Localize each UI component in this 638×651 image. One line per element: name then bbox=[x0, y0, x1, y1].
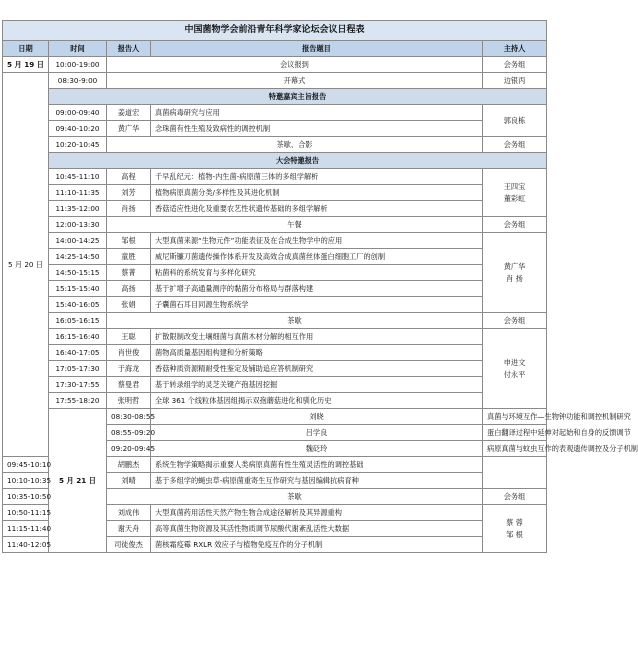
table-row bbox=[3, 345, 547, 361]
time-cell: 15:15-15:40 bbox=[49, 281, 107, 297]
topic-cell: 子囊菌石耳目同源生物系统学 bbox=[151, 297, 483, 313]
speaker-cell: 胡鹏杰 bbox=[107, 457, 151, 473]
host-cell: 会务组 bbox=[483, 313, 547, 329]
time-cell: 09:00-09:40 bbox=[49, 105, 107, 121]
time-cell: 14:00-14:25 bbox=[49, 233, 107, 249]
host-name: 董彩虹 bbox=[503, 193, 526, 203]
table-row bbox=[3, 57, 547, 73]
speaker-cell: 刘芳 bbox=[107, 185, 151, 201]
header-topic: 报告题目 bbox=[151, 41, 483, 57]
speaker-cell: 童胜 bbox=[107, 249, 151, 265]
topic-cell: 高等真菌生物资源及其活性物质调节尿酸代谢紊乱活性大数据 bbox=[151, 521, 483, 537]
host-name: 申进文 bbox=[503, 357, 526, 367]
host-name: 肖 扬 bbox=[506, 273, 523, 283]
topic-cell: 菌核霜疫霉 RXLR 效应子与植物免疫互作的分子机制 bbox=[151, 537, 483, 553]
table-row bbox=[3, 73, 547, 89]
speaker-cell: 肖扬 bbox=[107, 201, 151, 217]
speaker-cell: 张娟 bbox=[107, 297, 151, 313]
host-cell bbox=[483, 169, 547, 217]
topic-cell: 茶歇、合影 bbox=[107, 137, 483, 153]
topic-cell: 菌物高质量基因组构建和分析策略 bbox=[151, 345, 483, 361]
time-cell: 08:30-08:55 bbox=[107, 409, 151, 425]
host-name: 付永平 bbox=[503, 369, 526, 379]
time-cell: 11:10-11:35 bbox=[49, 185, 107, 201]
time-cell: 17:30-17:55 bbox=[49, 377, 107, 393]
topic-cell: 威尼斯镰刀菌遗传操作体系开发及高效合成真菌丝体蛋白细胞工厂的创制 bbox=[151, 249, 483, 265]
host-name: 邹 根 bbox=[506, 529, 523, 539]
table-row bbox=[3, 297, 547, 313]
speaker-cell: 蔡菁 bbox=[107, 265, 151, 281]
time-cell: 10:10-10:35 bbox=[3, 473, 49, 489]
topic-cell: 午餐 bbox=[107, 217, 483, 233]
speaker-cell: 吕学良 bbox=[151, 425, 483, 441]
table-row bbox=[3, 281, 547, 297]
table-row bbox=[3, 393, 547, 409]
topic-cell: 茶歇 bbox=[107, 313, 483, 329]
host-cell bbox=[483, 505, 547, 553]
host-name: 黄广华 bbox=[503, 261, 526, 271]
time-cell: 14:25-14:50 bbox=[49, 249, 107, 265]
time-cell: 10:20-10:45 bbox=[49, 137, 107, 153]
date-cell: 5 月 21 日 bbox=[49, 409, 107, 553]
topic-cell: 系统生物学策略揭示重要人类病原真菌有性生殖灵活性的调控基础 bbox=[151, 457, 483, 473]
host-cell bbox=[483, 329, 547, 409]
time-cell: 08:30-9:00 bbox=[49, 73, 107, 89]
speaker-cell: 于海龙 bbox=[107, 361, 151, 377]
speaker-cell: 刘晴 bbox=[107, 473, 151, 489]
topic-cell: 念珠菌有性生殖及致病性的调控机制 bbox=[151, 121, 483, 137]
speaker-cell: 蔡曼君 bbox=[107, 377, 151, 393]
time-cell: 11:35-12:00 bbox=[49, 201, 107, 217]
table-row bbox=[3, 169, 547, 185]
table-row bbox=[3, 329, 547, 345]
time-cell: 16:05-16:15 bbox=[49, 313, 107, 329]
time-cell: 09:20-09:45 bbox=[107, 441, 151, 457]
speaker-cell: 魏砭玲 bbox=[151, 441, 483, 457]
time-cell: 10:45-11:10 bbox=[49, 169, 107, 185]
topic-cell: 粘菌科的系统发育与多样化研究 bbox=[151, 265, 483, 281]
speaker-cell: 高程 bbox=[107, 169, 151, 185]
topic-cell: 基于转录组学的灵芝关键产孢基因挖掘 bbox=[151, 377, 483, 393]
topic-cell: 大型真菌药用活性天然产物生物合成途径解析及其异源重构 bbox=[151, 505, 483, 521]
speaker-cell: 谢天舟 bbox=[107, 521, 151, 537]
speaker-cell: 张明哲 bbox=[107, 393, 151, 409]
table-row bbox=[3, 361, 547, 377]
host-cell: 会务组 bbox=[483, 489, 547, 505]
time-cell: 17:05-17:30 bbox=[49, 361, 107, 377]
table-row bbox=[3, 313, 547, 329]
table-row bbox=[3, 233, 547, 249]
time-cell: 10:00-19:00 bbox=[49, 57, 107, 73]
header-time: 时间 bbox=[49, 41, 107, 57]
time-cell: 14:50-15:15 bbox=[49, 265, 107, 281]
time-cell: 09:45-10:10 bbox=[3, 457, 49, 473]
section-title: 特邀嘉宾主旨报告 bbox=[49, 89, 547, 105]
date-cell: 5 月 19 日 bbox=[3, 57, 49, 73]
host-cell bbox=[483, 233, 547, 313]
topic-cell: 基于扩增子高通量测序的黏菌分布格局与群落构建 bbox=[151, 281, 483, 297]
section-title: 大会特邀报告 bbox=[49, 153, 547, 169]
speaker-cell: 刘晓 bbox=[151, 409, 483, 425]
header-date: 日期 bbox=[3, 41, 49, 57]
header-host: 主持人 bbox=[483, 41, 547, 57]
time-cell: 12:00-13:30 bbox=[49, 217, 107, 233]
speaker-cell: 刘成伟 bbox=[107, 505, 151, 521]
table-row bbox=[3, 137, 547, 153]
topic-cell: 大型真菌来源“生物元件”功能表征及在合成生物学中的应用 bbox=[151, 233, 483, 249]
topic-cell: 真菌病毒研究与应用 bbox=[151, 105, 483, 121]
host-name: 蔡 蓉 bbox=[506, 517, 523, 527]
table-row bbox=[3, 265, 547, 281]
time-cell: 11:40-12:05 bbox=[3, 537, 49, 553]
topic-cell: 全球 361 个线粒体基因组揭示双孢蘑菇进化和驯化历史 bbox=[151, 393, 483, 409]
time-cell: 10:35-10:50 bbox=[3, 489, 49, 505]
schedule-table bbox=[2, 20, 638, 553]
speaker-cell: 王聪 bbox=[107, 329, 151, 345]
table-row bbox=[3, 377, 547, 393]
time-cell: 15:40-16:05 bbox=[49, 297, 107, 313]
time-cell: 08:55-09:20 bbox=[107, 425, 151, 441]
topic-cell: 蛋白翻译过程中延伸对起始和自身的反馈调节 bbox=[483, 425, 547, 441]
speaker-cell: 邹根 bbox=[107, 233, 151, 249]
speaker-cell: 肖世俊 bbox=[107, 345, 151, 361]
host-cell: 会务组 bbox=[483, 57, 547, 73]
page-title: 中国菌物学会前沿青年科学家论坛会议日程表 bbox=[3, 21, 547, 41]
table-row bbox=[3, 249, 547, 265]
speaker-cell: 黄广华 bbox=[107, 121, 151, 137]
host-cell: 会务组 bbox=[483, 217, 547, 233]
speaker-cell: 姜道宏 bbox=[107, 105, 151, 121]
host-cell: 边银丙 bbox=[483, 73, 547, 89]
date-cell: 5 月 20 日 bbox=[3, 73, 49, 457]
table-row bbox=[3, 121, 547, 137]
topic-cell: 病原真菌与蚊虫互作的表观遗传调控及分子机制 bbox=[483, 441, 547, 457]
speaker-cell: 司徒俊杰 bbox=[107, 537, 151, 553]
schedule bbox=[2, 20, 638, 553]
topic-cell: 茶歇 bbox=[107, 489, 483, 505]
topic-cell: 植物病原真菌分类/多样性及其进化机制 bbox=[151, 185, 483, 201]
topic-cell: 千早乱纪元：植物-内生菌-病原菌三体的多组学解析 bbox=[151, 169, 483, 185]
table-row bbox=[3, 217, 547, 233]
time-cell: 16:40-17:05 bbox=[49, 345, 107, 361]
topic-cell: 开幕式 bbox=[107, 73, 483, 89]
host-name: 王四宝 bbox=[503, 181, 526, 191]
time-cell: 17:55-18:20 bbox=[49, 393, 107, 409]
table-row bbox=[3, 409, 547, 425]
time-cell: 16:15-16:40 bbox=[49, 329, 107, 345]
time-cell: 09:40-10:20 bbox=[49, 121, 107, 137]
table-row bbox=[3, 201, 547, 217]
topic-cell: 会议报到 bbox=[107, 57, 483, 73]
table-row bbox=[3, 185, 547, 201]
host-cell: 郭良栋 bbox=[483, 105, 547, 137]
topic-cell: 扩散限制改变土壤细菌与真菌木材分解的相互作用 bbox=[151, 329, 483, 345]
speaker-cell: 高扬 bbox=[107, 281, 151, 297]
topic-cell: 基于多组学的蝇虫草-病原菌重寄生互作研究与基因编辑抗病育种 bbox=[151, 473, 483, 489]
topic-cell: 香菇适应性进化及重要农艺性状遗传基础的多组学解析 bbox=[151, 201, 483, 217]
topic-cell: 真菌与环境互作—生物钟功能和调控机制研究 bbox=[483, 409, 547, 425]
time-cell: 11:15-11:40 bbox=[3, 521, 49, 537]
time-cell: 10:50-11:15 bbox=[3, 505, 49, 521]
table-row bbox=[3, 105, 547, 121]
header-speaker: 报告人 bbox=[107, 41, 151, 57]
host-cell: 会务组 bbox=[483, 137, 547, 153]
topic-cell: 香菇种质资源精耐受性鉴定及铺助追应答机制研究 bbox=[151, 361, 483, 377]
